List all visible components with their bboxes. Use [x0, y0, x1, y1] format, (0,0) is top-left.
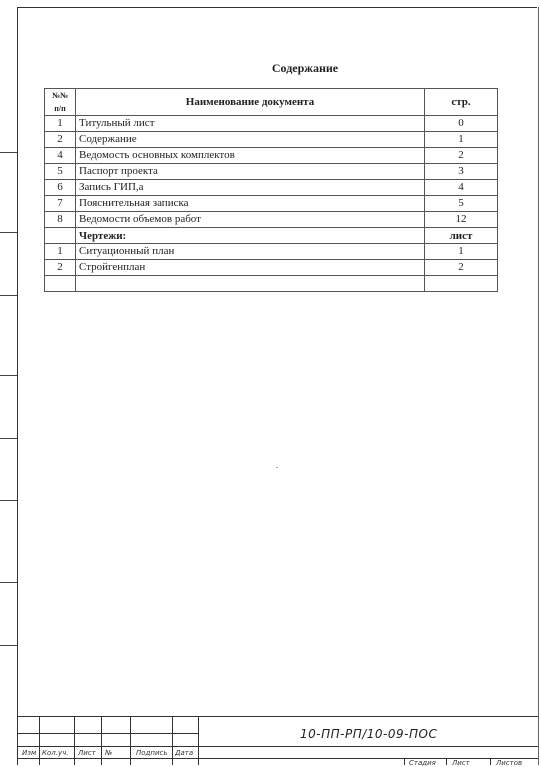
header-name: Наименование документа	[76, 89, 425, 116]
empty-cell	[45, 276, 76, 292]
tb-vline	[404, 758, 405, 765]
tb-line	[17, 746, 538, 747]
row-num: 2	[45, 260, 76, 276]
margin-tick	[0, 152, 17, 153]
margin-tick	[0, 375, 17, 376]
row-name: Ситуационный план	[76, 244, 425, 260]
frame-left-border	[17, 7, 18, 765]
header-page: стр.	[425, 89, 498, 116]
scan-speck	[276, 467, 278, 468]
tb-vline	[198, 716, 199, 765]
table-header-row	[45, 89, 498, 116]
tb-line	[17, 733, 198, 734]
row-num: 8	[45, 212, 76, 228]
row-page: 5	[425, 196, 498, 212]
label-date: Дата	[175, 749, 194, 757]
row-page: 4	[425, 180, 498, 196]
row-num: 6	[45, 180, 76, 196]
row-name: Стройгенплан	[76, 260, 425, 276]
table-row	[45, 164, 498, 180]
page-title: Содержание	[271, 61, 339, 75]
frame-right-border	[538, 7, 539, 765]
tb-vline	[101, 716, 102, 765]
tb-vline	[490, 758, 491, 765]
label-sheets: Листов	[496, 759, 523, 767]
row-page: 2	[425, 260, 498, 276]
row-name: Ведомости объемов работ	[76, 212, 425, 228]
row-page: 2	[425, 148, 498, 164]
section-title: Чертежи:	[76, 228, 425, 244]
table-row	[45, 244, 498, 260]
row-num: 5	[45, 164, 76, 180]
tb-vline	[172, 716, 173, 765]
tb-vline	[74, 716, 75, 765]
table-row	[45, 196, 498, 212]
row-page: 0	[425, 116, 498, 132]
table-row-empty	[45, 276, 498, 292]
margin-tick	[0, 438, 17, 439]
section-row-drawings	[45, 228, 498, 244]
table-row	[45, 180, 498, 196]
tb-vline	[130, 716, 131, 765]
contents-table	[44, 88, 498, 292]
label-sheet: Лист	[452, 759, 470, 767]
row-name: Паспорт проекта	[76, 164, 425, 180]
row-name: Содержание	[76, 132, 425, 148]
empty-cell	[425, 276, 498, 292]
row-num: 2	[45, 132, 76, 148]
table-row	[45, 260, 498, 276]
section-num-cell	[45, 228, 76, 244]
row-page: 1	[425, 132, 498, 148]
tb-line	[17, 716, 538, 717]
margin-tick	[0, 500, 17, 501]
tb-vline	[446, 758, 447, 765]
row-num: 4	[45, 148, 76, 164]
table-row	[45, 116, 498, 132]
document-code: 10-ПП-РП/10-09-ПОС	[300, 727, 438, 741]
label-sign: Подпись	[136, 749, 168, 757]
margin-tick	[0, 582, 17, 583]
table-row	[45, 132, 498, 148]
label-num: №	[105, 749, 113, 757]
row-page: 1	[425, 244, 498, 260]
margin-tick	[0, 232, 17, 233]
label-izm: Изм	[22, 749, 37, 757]
label-stage: Стадия	[409, 759, 436, 767]
row-page: 12	[425, 212, 498, 228]
row-page: 3	[425, 164, 498, 180]
label-list: Лист	[78, 749, 96, 757]
frame-top-border	[17, 7, 537, 8]
row-name: Пояснительная записка	[76, 196, 425, 212]
empty-cell	[76, 276, 425, 292]
tb-vline	[39, 716, 40, 765]
table-row	[45, 148, 498, 164]
margin-tick	[0, 295, 17, 296]
row-num: 7	[45, 196, 76, 212]
row-num: 1	[45, 116, 76, 132]
label-kol-uch: Кол.уч.	[42, 749, 69, 757]
section-page-label: лист	[425, 228, 498, 244]
table-row	[45, 212, 498, 228]
margin-tick	[0, 645, 17, 646]
row-num: 1	[45, 244, 76, 260]
row-name: Запись ГИП,а	[76, 180, 425, 196]
row-name: Ведомость основных комплектов	[76, 148, 425, 164]
row-name: Титульный лист	[76, 116, 425, 132]
header-num: №№ п/п	[45, 89, 76, 116]
